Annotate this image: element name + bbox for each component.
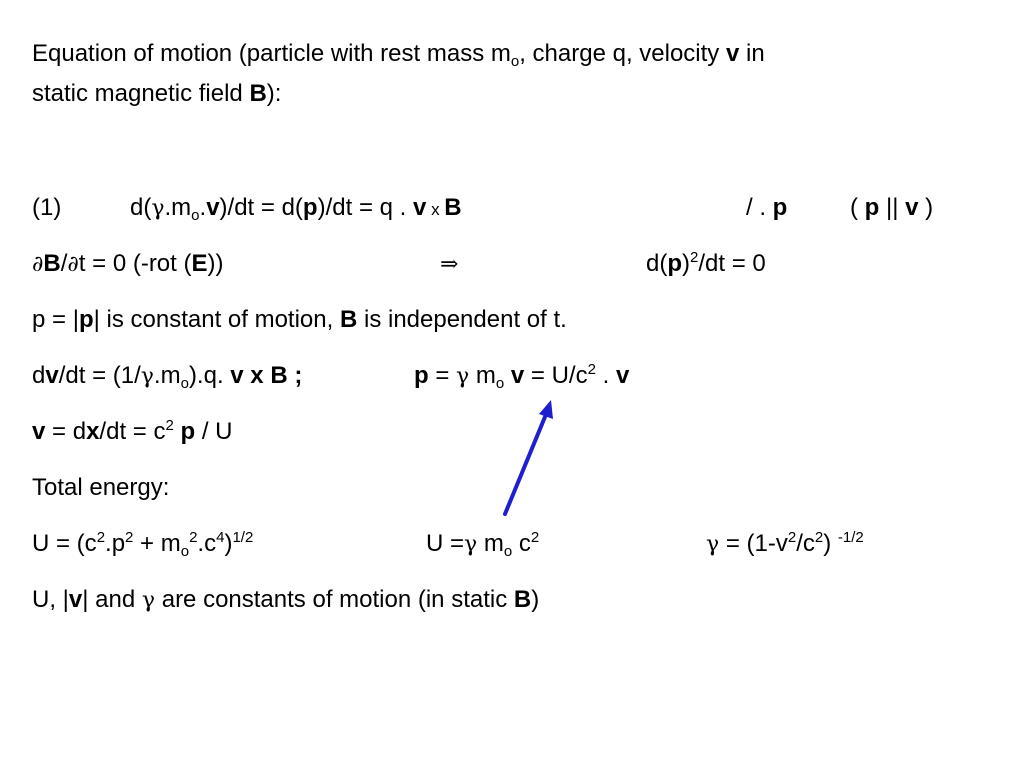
subscript-o: o: [503, 543, 513, 560]
superscript-4: 4: [216, 529, 225, 546]
annotation-arrow-icon: [495, 392, 565, 522]
eq-text: / .: [746, 194, 773, 221]
vector-x: x: [86, 418, 100, 445]
subscript-o: o: [180, 375, 189, 392]
eq-text: | and: [82, 586, 142, 613]
eq-text: Total energy:: [32, 474, 170, 501]
eq-text: /c: [796, 530, 815, 557]
constant-p-line: [32, 308, 567, 332]
momentum-definition: [414, 361, 630, 392]
lorentz-factor-equation: [706, 529, 864, 557]
eq-text: t = 0 (-rot (: [78, 250, 192, 277]
vector-v: v: [725, 40, 740, 67]
gamma-symbol: γ: [464, 532, 478, 557]
arrow-shaft: [505, 412, 547, 514]
vector-p: p: [667, 250, 683, 277]
superscript-2: 2: [189, 529, 198, 546]
vector-v: v: [905, 194, 919, 221]
eq-text: ): [823, 530, 838, 557]
intro-line-1: [32, 40, 765, 70]
vector-v: v: [45, 362, 59, 389]
equation-2-left: [32, 252, 223, 276]
constants-of-motion-line: [32, 588, 539, 612]
eq-text: p = |: [32, 306, 79, 333]
eq-text: ): [224, 530, 233, 557]
eq-text: d(: [646, 250, 668, 277]
partial-symbol: ∂: [32, 252, 44, 277]
vector-B: B: [444, 194, 462, 221]
partial-symbol: ∂: [67, 252, 79, 277]
eq-text: /: [60, 250, 68, 277]
p-parallel-v: [850, 196, 933, 220]
eq-text: /dt = 0: [698, 250, 766, 277]
v-cross-B: v x B ;: [230, 362, 303, 389]
subscript-o: o: [180, 543, 190, 560]
eq-text: d(: [130, 194, 152, 221]
superscript-2: 2: [690, 249, 699, 266]
gamma-symbol: γ: [140, 364, 154, 389]
vector-B: B: [339, 306, 358, 333]
eq-text: .p: [105, 530, 126, 557]
eq-text: c: [512, 530, 531, 557]
gamma-symbol: γ: [151, 196, 165, 221]
cross-symbol: x: [426, 200, 445, 219]
eq-text: .: [199, 194, 207, 221]
superscript-2: 2: [787, 529, 797, 546]
implies-icon: ⇒: [440, 252, 459, 277]
superscript-2: 2: [530, 529, 540, 546]
equation-number: (1): [32, 194, 62, 221]
vector-p: p: [302, 194, 318, 221]
eq-text: ): [918, 194, 934, 221]
eq-text: .m: [153, 362, 181, 389]
eq-text: (: [850, 194, 865, 221]
eq-text: m: [469, 362, 496, 389]
eq-text: .m: [164, 194, 192, 221]
vector-B: B: [513, 586, 532, 613]
eq-text: )): [207, 250, 224, 277]
eq-text: .: [595, 362, 616, 389]
eq-text: /dt = (1/: [58, 362, 141, 389]
vector-p: p: [180, 418, 196, 445]
eq-text: = d: [45, 418, 87, 445]
superscript-2: 2: [587, 361, 596, 378]
energy-gamma-equation: [426, 529, 540, 560]
eq-text: is independent of t.: [357, 306, 567, 333]
vector-v: v: [510, 362, 525, 389]
intro-line-2: [32, 82, 281, 106]
eq-text: = U/c: [524, 362, 588, 389]
dot-p-operation: [746, 196, 787, 220]
superscript-half: 1/2: [232, 529, 254, 546]
eq-text: U, |: [32, 586, 69, 613]
superscript-2: 2: [814, 529, 824, 546]
velocity-line: [32, 417, 233, 445]
equation-2-right: [646, 249, 766, 277]
vector-v: v: [206, 194, 220, 221]
eq-text: d: [32, 362, 46, 389]
vector-p: p: [772, 194, 788, 221]
eq-text: ): [682, 250, 691, 277]
eq-text: ): [531, 586, 540, 613]
arrow-head: [539, 400, 553, 419]
vector-E: E: [191, 250, 208, 277]
gamma-symbol: γ: [456, 364, 470, 389]
eq-text: ).q.: [188, 362, 231, 389]
intro-text: ):: [266, 80, 282, 107]
vector-p: p: [864, 194, 880, 221]
energy-equation: [32, 529, 254, 560]
equation-1-label: [32, 196, 61, 220]
eq-text: ||: [879, 194, 906, 221]
vector-v: v: [68, 586, 83, 613]
subscript-o: o: [191, 207, 200, 224]
eq-text: = (1-v: [719, 530, 788, 557]
intro-text: in: [739, 40, 765, 67]
vector-v: v: [412, 194, 427, 221]
intro-text: Equation of motion (particle with rest mass m: [32, 40, 511, 67]
eq-text: )/dt = d(: [219, 194, 303, 221]
subscript-o: o: [510, 53, 520, 70]
total-energy-heading: [32, 476, 169, 500]
equation-1: [130, 194, 462, 224]
superscript-2: 2: [165, 417, 174, 434]
implies-arrow: [440, 252, 458, 276]
gamma-symbol: γ: [141, 588, 156, 613]
intro-text: , charge q, velocity: [519, 40, 726, 67]
subscript-o: o: [495, 375, 505, 392]
eq-text: /dt = c: [99, 418, 166, 445]
eq-text: .c: [197, 530, 217, 557]
superscript-minus-half: -1/2: [837, 529, 864, 546]
vector-v: v: [615, 362, 630, 389]
superscript-2: 2: [96, 529, 106, 546]
vector-v: v: [32, 418, 46, 445]
vector-B: B: [249, 80, 267, 107]
dv-dt-line: [32, 362, 303, 392]
eq-text: + m: [133, 530, 181, 557]
eq-text: | is constant of motion,: [93, 306, 340, 333]
eq-text: are constants of motion (in static: [155, 586, 514, 613]
vector-p: p: [78, 306, 94, 333]
intro-text: static magnetic field: [32, 80, 250, 107]
eq-text: U = (c: [32, 530, 97, 557]
eq-text: )/dt = q .: [317, 194, 413, 221]
eq-text: m: [477, 530, 504, 557]
vector-B: B: [43, 250, 61, 277]
vector-p: p: [414, 362, 429, 389]
eq-text: U =: [426, 530, 465, 557]
superscript-2: 2: [125, 529, 134, 546]
eq-text: / U: [195, 418, 233, 445]
gamma-symbol: γ: [706, 532, 720, 557]
eq-text: =: [428, 362, 457, 389]
